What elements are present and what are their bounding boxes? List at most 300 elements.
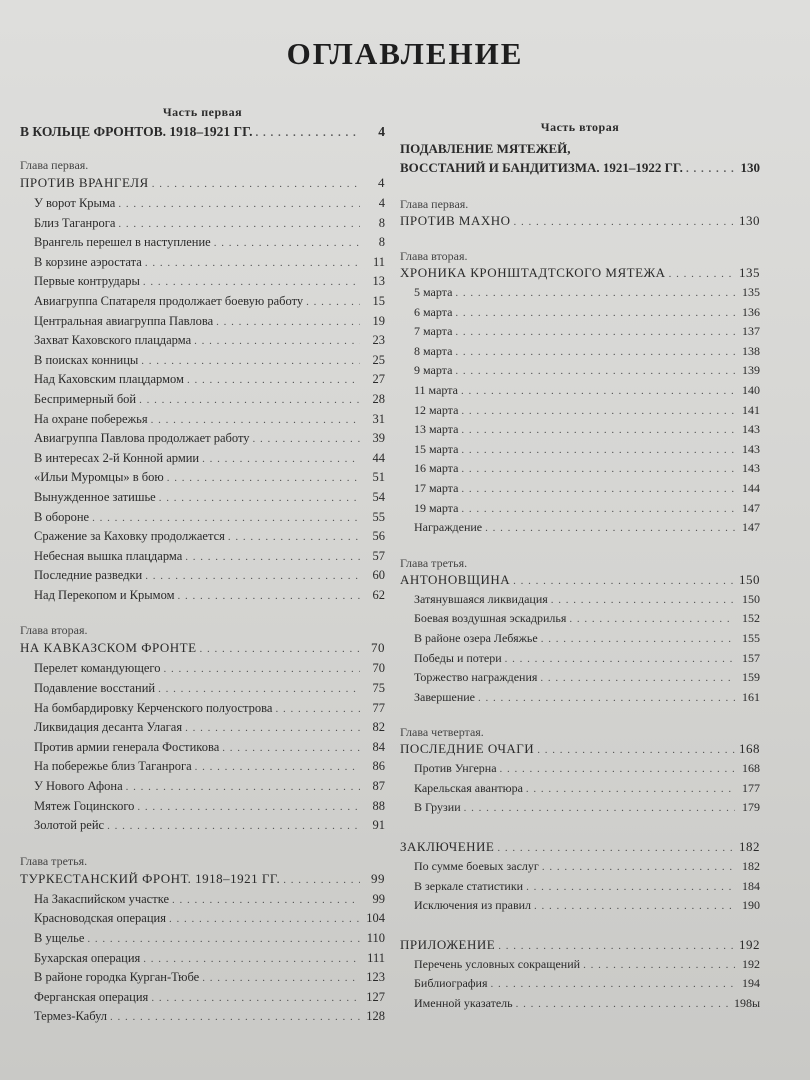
dot-leader	[137, 798, 360, 817]
page-number: 28	[372, 391, 385, 406]
toc-entry	[20, 390, 385, 410]
dot-leader	[461, 382, 735, 401]
page-number: 135	[742, 285, 760, 299]
chapter-title-text: ПОСЛЕДНИЕ ОЧАГИ	[400, 741, 535, 757]
toc-entry	[400, 283, 760, 303]
toc-entry-text: В Грузии	[414, 800, 461, 815]
chapter-title	[20, 638, 385, 659]
toc-entry-text: Мятеж Гоцинского	[34, 798, 135, 813]
toc-entry-text: Над Каховским плацдармом	[34, 372, 184, 387]
toc-entry	[20, 488, 385, 508]
toc-entry-text: Авиагруппа Спатареля продолжает боевую работу	[34, 293, 304, 308]
page-number: 155	[742, 630, 760, 645]
toc-entry	[20, 468, 385, 488]
toc-entry	[20, 272, 385, 292]
dot-leader	[455, 362, 735, 381]
toc-entry	[20, 331, 385, 351]
dot-leader	[139, 391, 360, 410]
chapter-title-text: АНТОНОВЩИНА	[400, 571, 511, 587]
toc-entry	[400, 896, 760, 916]
page-number: 143	[742, 441, 760, 456]
page-number: 62	[372, 587, 385, 602]
dot-leader	[169, 910, 360, 929]
toc-entry-text: На Закаспийском участке	[34, 891, 169, 906]
page-number: 99	[372, 891, 385, 906]
dot-leader	[253, 430, 360, 449]
toc-entry-text: Ликвидация десанта Улагая	[34, 720, 183, 735]
toc-entry	[20, 949, 385, 969]
part-heading: В КОЛЬЦЕ ФРОНТОВ. 1918–1921 ГГ. . . . 4	[20, 124, 385, 140]
toc-entry-text: 19 марта	[414, 500, 459, 515]
toc-entry-text: Сражение за Каховку продолжается	[34, 529, 225, 544]
page-number: 88	[372, 798, 385, 813]
toc-entry	[400, 668, 760, 688]
page-number: 147	[742, 520, 760, 535]
toc-entry	[20, 194, 385, 214]
toc-entry-text: Завершение	[414, 689, 475, 704]
toc-entry-text: Подавление восстаний	[34, 681, 156, 696]
page-number: 87	[372, 779, 385, 794]
page-number: 99	[371, 870, 385, 886]
toc-entry	[20, 777, 385, 797]
chapter-label: Глава вторая.	[20, 623, 88, 638]
dot-leader	[461, 441, 735, 460]
page-number: 128	[366, 1009, 385, 1024]
page-number: 4	[378, 196, 385, 210]
toc-entry-text: Небесная вышка плацдарма	[34, 548, 183, 563]
page-number: 161	[742, 689, 760, 704]
toc-entry-text: Победы и потери	[414, 650, 502, 665]
toc-entry-text: На побережье близ Таганрога	[34, 759, 192, 774]
toc-entry-text: Врангель перешел в наступление	[34, 235, 211, 250]
page-number: 179	[742, 800, 760, 815]
toc-entry-text: 12 марта	[414, 402, 459, 417]
dot-leader	[214, 234, 360, 253]
toc-entry-text: Близ Таганрога	[34, 215, 116, 230]
page-number: 150	[739, 571, 760, 587]
toc-entry	[400, 857, 760, 877]
toc-entry-text: Торжество награждения	[414, 670, 538, 685]
page-number: 27	[372, 372, 385, 387]
page-number: 91	[372, 818, 385, 833]
toc-entry-text: 8 марта	[414, 343, 453, 358]
toc-entry	[20, 718, 385, 738]
chapter-label: Глава третья.	[400, 555, 468, 570]
dot-leader	[569, 610, 735, 629]
chapter-label: Глава четвертая.	[400, 725, 484, 740]
toc-entry	[20, 890, 385, 910]
dot-leader	[526, 878, 735, 897]
toc-entry	[20, 566, 385, 586]
toc-column-left	[20, 105, 385, 1027]
toc-entry	[400, 955, 760, 975]
chapter	[20, 623, 385, 835]
chapter-title-text: ПРОТИВ ВРАНГЕЛЯ	[20, 175, 149, 190]
toc-entry-text: 5 марта	[414, 285, 453, 299]
toc-entry	[400, 342, 760, 362]
dot-leader	[478, 689, 735, 708]
toc-entry-text: Именной указатель	[414, 996, 513, 1011]
toc-entry	[400, 322, 760, 342]
toc-entry-text: У Нового Афона	[34, 779, 123, 794]
chapter-title	[400, 740, 760, 759]
page-number: 25	[372, 352, 385, 367]
toc-entry-text: Авиагруппа Павлова продолжает работу	[34, 431, 250, 446]
page-number: 138	[742, 343, 760, 358]
dot-leader	[461, 402, 735, 421]
dot-leader	[178, 587, 361, 606]
toc-entry	[20, 679, 385, 699]
toc-entry	[400, 440, 760, 460]
toc-entry-text: Награждение	[414, 520, 483, 535]
chapter-label: Глава вторая.	[400, 249, 468, 263]
toc-entry-text: Перелет командующего	[34, 661, 161, 676]
chapter-title	[400, 212, 760, 231]
page-number: 130	[739, 213, 760, 228]
dot-leader	[461, 421, 735, 440]
page-number: 39	[372, 431, 385, 446]
chapter-title-text: НА КАВКАЗСКОМ ФРОНТЕ	[20, 640, 197, 656]
dot-leader	[513, 572, 735, 590]
toc-entry	[20, 547, 385, 567]
dot-leader	[143, 273, 360, 292]
toc-entry	[20, 410, 385, 430]
page-number: 4	[378, 175, 385, 190]
dot-leader	[172, 891, 360, 910]
page-number: 15	[372, 293, 385, 308]
page-number: 44	[372, 450, 385, 465]
toc-entry	[20, 797, 385, 817]
toc-entry	[20, 233, 385, 253]
toc-heading: ПРИЛОЖЕНИЕ . . . 192	[400, 936, 760, 955]
page-number: 13	[372, 274, 385, 289]
dot-leader	[158, 680, 360, 699]
dot-leader	[500, 760, 735, 779]
toc-entry	[400, 877, 760, 897]
dot-leader	[461, 480, 735, 499]
toc-entry-text: Против армии генерала Фостикова	[34, 739, 220, 754]
toc-entry	[20, 1007, 385, 1027]
page-title: ОГЛАВЛЕНИЕ	[286, 36, 524, 71]
dot-leader	[151, 989, 360, 1008]
toc-entry-text: По сумме боевых заслуг	[414, 859, 539, 874]
conclusion-section	[400, 838, 760, 916]
dot-leader	[516, 995, 731, 1014]
page-number: 123	[366, 970, 385, 985]
page-number: 57	[372, 548, 385, 563]
toc-entry	[20, 816, 385, 836]
page-number: 150	[742, 591, 760, 606]
toc-entry-text: В зеркале статистики	[414, 878, 524, 893]
dot-leader	[537, 741, 735, 759]
toc-entry-text: В интересах 2-й Конной армии	[34, 450, 200, 465]
page-number: 198ы	[733, 996, 760, 1011]
page-number: 190	[742, 898, 760, 913]
dot-leader	[306, 293, 360, 312]
chapter-title	[400, 264, 760, 283]
toc-entry-text: Против Унгерна	[414, 761, 497, 776]
dot-leader	[534, 897, 735, 916]
page-number: 182	[742, 859, 760, 874]
toc-entry	[400, 401, 760, 421]
page-number: 144	[742, 480, 760, 495]
toc-entry	[20, 508, 385, 528]
chapter	[20, 158, 385, 605]
page-number: 111	[367, 950, 385, 965]
toc-entry	[400, 798, 760, 818]
page-number: 75	[372, 681, 385, 696]
toc-entry-text: Над Перекопом и Крымом	[34, 587, 175, 602]
toc-entry-text: В ущелье	[34, 931, 85, 945]
toc-entry	[20, 968, 385, 988]
page-number: 54	[372, 489, 385, 504]
dot-leader	[228, 528, 360, 547]
toc-entry-text: Перечень условных сокращений	[414, 956, 581, 971]
page-number: 141	[742, 402, 760, 417]
toc-entry	[400, 974, 760, 994]
page-number: 86	[372, 759, 385, 774]
toc-entry	[400, 420, 760, 440]
chapter	[400, 197, 760, 231]
page-number: 23	[372, 333, 385, 348]
chapter-title	[400, 571, 760, 590]
page-number: 77	[372, 700, 385, 715]
toc-entry	[20, 738, 385, 758]
toc-entry	[400, 649, 760, 669]
page-number: 147	[742, 500, 760, 515]
part-heading: ПОДАВЛЕНИЕ МЯТЕЖЕЙ, ВОССТАНИЙ И БАНДИТИЗМА. 1921–1922 ГГ. . . . 130	[400, 139, 760, 179]
toc-entry	[400, 994, 760, 1014]
page-number: 55	[372, 509, 385, 524]
toc-entry	[400, 518, 760, 538]
dot-leader	[514, 213, 735, 231]
page-number: 152	[742, 611, 760, 626]
page-number: 177	[742, 780, 760, 795]
toc-entry	[20, 429, 385, 449]
toc-entry	[400, 779, 760, 799]
chapter	[20, 854, 385, 1027]
toc-entry	[20, 527, 385, 547]
toc-entry-text: Красноводская операция	[34, 911, 166, 926]
toc-entry-text: 13 марта	[414, 422, 459, 437]
page-number: 82	[372, 720, 385, 735]
toc-entry-text: Боевая воздушная эскадрилья	[414, 611, 567, 626]
page-number: 127	[366, 989, 385, 1004]
dot-leader	[167, 469, 360, 488]
page-number: 8	[378, 215, 385, 230]
toc-entry	[400, 688, 760, 708]
chapter-list	[400, 197, 760, 818]
toc-entry-text: В районе озера Лебяжье	[414, 630, 538, 645]
dot-leader	[151, 411, 360, 430]
dot-leader	[455, 304, 735, 323]
chapter-title	[20, 173, 385, 194]
page-number: 184	[742, 878, 760, 893]
page-number: 140	[742, 382, 760, 397]
toc-entry-text: Библиография	[414, 976, 488, 991]
toc-entry-text: Беспримерный бой	[34, 391, 137, 406]
toc-entry	[400, 629, 760, 649]
chapter	[400, 556, 760, 708]
toc-entry	[20, 292, 385, 312]
toc-entry-text: Захват Каховского плацдарма	[34, 333, 192, 348]
chapter	[400, 725, 760, 818]
dot-leader	[283, 871, 360, 890]
dot-leader	[669, 265, 735, 283]
toc-entry	[20, 351, 385, 371]
toc-entry-text: 15 марта	[414, 441, 459, 456]
toc-entry-text: Бухарская операция	[34, 950, 141, 965]
toc-entry	[400, 759, 760, 779]
dot-leader	[195, 758, 360, 777]
toc-entry	[400, 499, 760, 519]
page-number: 159	[742, 670, 760, 685]
toc-entry-text: 7 марта	[414, 324, 453, 339]
dot-leader	[455, 343, 735, 362]
toc-entry-text: Вынужденное затишье	[34, 489, 156, 504]
page-number: 137	[742, 324, 760, 339]
toc-entry-text: На охране побережья	[34, 411, 148, 426]
chapter-label: Глава первая.	[20, 158, 89, 172]
page-number: 110	[366, 931, 385, 945]
toc-heading: ЗАКЛЮЧЕНИЕ . . . 182	[400, 838, 760, 857]
dot-leader	[145, 254, 360, 273]
page-number: 8	[378, 235, 385, 250]
dot-leader	[485, 519, 735, 538]
dot-leader	[159, 489, 360, 508]
dot-leader	[505, 650, 735, 669]
toc-entry	[400, 361, 760, 381]
chapter-label: Глава первая.	[400, 197, 469, 211]
page-number: 143	[742, 461, 760, 476]
chapter-title-text: ТУРКЕСТАНСКИЙ ФРОНТ. 1918–1921 ГГ.	[20, 870, 281, 886]
page-number: 192	[742, 956, 760, 971]
toc-entry-text: На бомбардировку Керченского полуострова	[34, 700, 273, 715]
page-number: 104	[366, 911, 385, 926]
appendix-section	[400, 936, 760, 1014]
toc-entry-text: Исключения из правил	[414, 898, 532, 913]
dot-leader	[185, 548, 360, 567]
page-number: 143	[742, 422, 760, 437]
dot-leader	[540, 669, 735, 688]
dot-leader	[541, 630, 735, 649]
dot-leader	[455, 323, 735, 342]
toc-entry-text: У ворот Крыма	[34, 196, 116, 210]
chapter-label: Глава третья.	[20, 853, 88, 868]
toc-entry-text: В корзине аэростата	[34, 254, 142, 269]
dot-leader	[526, 780, 735, 799]
dot-leader	[455, 284, 735, 303]
page-number: 168	[739, 741, 760, 757]
toc-entry	[20, 929, 385, 949]
toc-entry-text: Первые контрудары	[34, 274, 140, 289]
page-number: 60	[372, 568, 385, 583]
toc-entry	[400, 303, 760, 323]
dot-leader	[107, 817, 360, 836]
toc-entry	[20, 586, 385, 606]
toc-entry	[20, 699, 385, 719]
toc-entry	[20, 909, 385, 929]
page-number: 70	[371, 640, 385, 656]
toc-entry	[20, 370, 385, 390]
page-number: 19	[372, 313, 385, 328]
dot-leader	[152, 175, 360, 194]
toc-entry-text: 11 марта	[414, 382, 458, 397]
toc-column-right	[400, 120, 760, 1014]
part-label: Часть вторая	[540, 120, 620, 134]
dot-leader	[187, 371, 360, 390]
dot-leader	[551, 591, 735, 610]
page-number: 70	[372, 661, 385, 676]
toc-entry-text: В районе городка Курган-Тюбе	[34, 970, 200, 985]
toc-entry-text: 17 марта	[414, 480, 459, 495]
chapter	[400, 249, 760, 538]
page-number: 135	[739, 265, 760, 280]
dot-leader	[202, 450, 360, 469]
dot-leader	[222, 739, 360, 758]
toc-entry	[400, 459, 760, 479]
toc-entry-text: Карельская авантюра	[414, 780, 523, 795]
toc-entry	[20, 214, 385, 234]
toc-entry-text: В поисках конницы	[34, 352, 139, 367]
toc-entry	[400, 381, 760, 401]
page-number: 194	[742, 976, 760, 991]
dot-leader	[110, 1008, 360, 1027]
toc-entry-text: 6 марта	[414, 304, 453, 319]
page-number: 11	[372, 254, 385, 269]
toc-entry-text: «Ильи Муромцы» в бою	[34, 470, 164, 485]
toc-entry-text: 16 марта	[414, 461, 459, 476]
chapter-title	[20, 869, 385, 890]
toc-entry	[400, 609, 760, 629]
page-number: 51	[372, 470, 385, 485]
toc-entry-text: Последние разведки	[34, 568, 143, 583]
toc-entry	[20, 312, 385, 332]
page-number: 84	[372, 739, 385, 754]
toc-entry	[400, 479, 760, 499]
toc-entry	[20, 253, 385, 273]
toc-entry	[20, 659, 385, 679]
dot-leader	[92, 509, 360, 528]
dot-leader	[194, 332, 360, 351]
part-label: Часть первая	[162, 105, 243, 119]
dot-leader	[464, 799, 735, 818]
dot-leader	[118, 195, 360, 214]
toc-entry-text: Центральная авиагруппа Павлова	[34, 313, 214, 328]
toc-entry-text: Ферганская операция	[34, 989, 149, 1004]
toc-entry	[20, 757, 385, 777]
toc-entry-text: 9 марта	[414, 363, 453, 378]
dot-leader	[87, 930, 360, 949]
dot-leader	[461, 500, 735, 519]
dot-leader	[143, 950, 360, 969]
dot-leader	[163, 660, 360, 679]
page-number: 139	[742, 363, 760, 378]
dot-leader	[126, 778, 360, 797]
dot-leader	[185, 719, 360, 738]
toc-entry	[20, 988, 385, 1008]
dot-leader	[202, 969, 360, 988]
toc-entry	[400, 590, 760, 610]
dot-leader	[461, 460, 735, 479]
dot-leader	[275, 700, 360, 719]
toc-entry-text: В обороне	[34, 509, 90, 524]
toc-entry	[20, 449, 385, 469]
dot-leader	[491, 975, 736, 994]
dot-leader	[542, 858, 735, 877]
page-number: 168	[742, 761, 760, 776]
dot-leader	[145, 567, 360, 586]
